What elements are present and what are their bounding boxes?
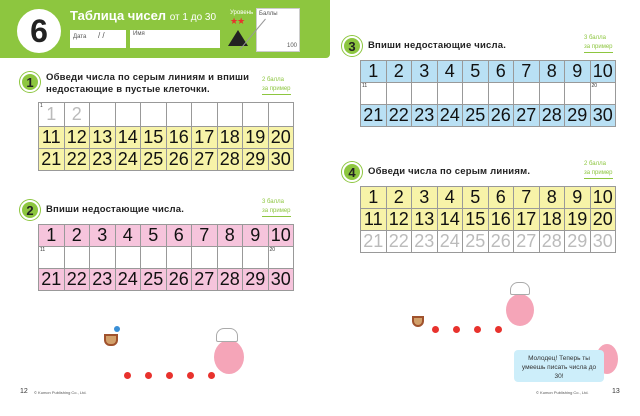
number-cell: 14 [438, 209, 464, 231]
grid-3-row-2 [360, 83, 616, 105]
grid-2-row-2 [38, 247, 294, 269]
number-cell: 29 [243, 269, 269, 291]
title-range: от 1 до 30 [169, 12, 217, 23]
apple-trail-left [124, 372, 215, 379]
points-sub: за пример [584, 169, 613, 179]
write-cell[interactable] [167, 103, 193, 127]
number-cell: 19 [565, 209, 591, 231]
section-3-instruction: Впиши недостающие числа. [368, 40, 507, 51]
trace-digit: 1 [46, 104, 57, 124]
number-cell: 26 [167, 149, 193, 171]
grid-4-row-3 [360, 231, 616, 253]
number-cell: 23 [90, 149, 116, 171]
number-cell: 20 [591, 209, 617, 231]
number-cell: 25 [141, 269, 167, 291]
number-cell: 23 [412, 231, 438, 253]
bird-icon [114, 326, 120, 332]
number-cell: 1 [361, 61, 387, 83]
number-cell: 2 [387, 187, 413, 209]
grid-3-row-3 [360, 105, 616, 127]
level-stars-icon: ★★ [230, 16, 245, 26]
praise-note: Молодец! Теперь ты умеешь писать числа до 30! [514, 350, 604, 382]
number-cell: 21 [361, 231, 387, 253]
number-cell: 17 [514, 209, 540, 231]
number-cell: 22 [387, 231, 413, 253]
write-cell[interactable] [243, 103, 269, 127]
grid-1-row-1 [38, 102, 294, 127]
points-value: 3 балла [262, 199, 284, 205]
number-cell: 5 [141, 225, 167, 247]
number-cell: 12 [387, 209, 413, 231]
copyright-left: © Kumon Publishing Co., Ltd. [34, 390, 87, 395]
apple-icon [187, 372, 194, 379]
number-cell: 18 [218, 127, 244, 149]
number-cell: 24 [116, 149, 142, 171]
number-cell: 18 [540, 209, 566, 231]
apple-icon [145, 372, 152, 379]
number-cell: 27 [192, 149, 218, 171]
number-cell: 6 [167, 225, 193, 247]
points-value: 3 балла [584, 35, 606, 41]
write-cell[interactable] [167, 247, 193, 269]
lesson-number: 6 [14, 6, 64, 56]
page-title [70, 8, 216, 23]
number-cell: 30 [591, 105, 617, 127]
grid-4-row-2 [360, 209, 616, 231]
number-cell: 10 [269, 225, 295, 247]
number-cell: 13 [412, 209, 438, 231]
write-cell[interactable] [269, 247, 295, 269]
basket-right-icon [412, 316, 424, 327]
number-cell: 16 [489, 209, 515, 231]
number-cell: 7 [514, 187, 540, 209]
number-cell: 2 [65, 225, 91, 247]
points-sub: за пример [262, 207, 291, 217]
number-cell: 23 [412, 105, 438, 127]
number-cell: 17 [192, 127, 218, 149]
write-cell[interactable] [141, 103, 167, 127]
write-cell[interactable] [65, 247, 91, 269]
number-cell: 29 [565, 231, 591, 253]
section-1-instruction-line1: Обведи числа по серым линиям и впиши [46, 72, 250, 83]
number-cell: 26 [489, 231, 515, 253]
write-cell[interactable] [39, 103, 65, 127]
number-cell: 8 [540, 187, 566, 209]
number-cell: 28 [218, 269, 244, 291]
trace-digit: 2 [71, 104, 82, 124]
points-sub: за пример [584, 43, 613, 53]
cell-hint-number: 20 [269, 247, 276, 253]
number-cell: 28 [540, 105, 566, 127]
write-cell[interactable] [565, 83, 591, 105]
section-3-points [584, 34, 613, 53]
number-cell: 9 [243, 225, 269, 247]
number-cell: 27 [514, 231, 540, 253]
write-cell[interactable] [489, 83, 515, 105]
number-cell: 11 [39, 127, 65, 149]
number-cell: 29 [565, 105, 591, 127]
name-field[interactable] [130, 30, 220, 48]
apple-icon [495, 326, 502, 333]
write-cell[interactable] [591, 83, 617, 105]
cell-hint-number: 11 [40, 247, 46, 253]
cell-hint-number: 1 [40, 103, 43, 109]
section-2-points [262, 198, 291, 217]
number-cell: 28 [540, 231, 566, 253]
number-cell: 4 [438, 187, 464, 209]
number-cell: 3 [412, 61, 438, 83]
grid-3-row-1 [360, 60, 616, 83]
grid-2 [38, 224, 294, 291]
number-cell: 4 [438, 61, 464, 83]
write-cell[interactable] [39, 247, 65, 269]
grid-2-row-1 [38, 224, 294, 247]
number-cell: 11 [361, 209, 387, 231]
number-cell: 20 [269, 127, 295, 149]
grid-4 [360, 186, 616, 253]
number-cell: 22 [65, 149, 91, 171]
date-value: / / [97, 31, 105, 40]
number-cell: 25 [141, 149, 167, 171]
section-1-points [262, 76, 291, 95]
section-2-badge: 2 [20, 200, 40, 220]
number-cell: 26 [489, 105, 515, 127]
number-cell: 29 [243, 149, 269, 171]
number-cell: 6 [489, 61, 515, 83]
grid-1-row-3 [38, 149, 294, 171]
score-box[interactable] [256, 8, 300, 52]
number-cell: 9 [565, 61, 591, 83]
number-cell: 9 [565, 187, 591, 209]
apple-trail-right [432, 326, 502, 333]
number-cell: 26 [167, 269, 193, 291]
number-cell: 24 [438, 231, 464, 253]
grid-1-row-2 [38, 127, 294, 149]
section-1-instruction-line2: недостающие в пустые клеточки. [46, 84, 210, 95]
write-cell[interactable] [463, 83, 489, 105]
number-cell: 16 [167, 127, 193, 149]
write-cell[interactable] [218, 103, 244, 127]
number-cell: 30 [269, 269, 295, 291]
apple-icon [166, 372, 173, 379]
number-cell: 7 [192, 225, 218, 247]
number-cell: 15 [463, 209, 489, 231]
number-cell: 19 [243, 127, 269, 149]
page-number-left: 12 [20, 388, 28, 395]
apple-icon [474, 326, 481, 333]
write-cell[interactable] [116, 247, 142, 269]
section-4-instruction: Обведи числа по серым линиям. [368, 166, 531, 177]
write-cell[interactable] [269, 103, 295, 127]
write-cell[interactable] [243, 247, 269, 269]
name-label: Имя [133, 31, 145, 37]
date-field[interactable] [70, 30, 126, 48]
number-cell: 27 [192, 269, 218, 291]
write-cell[interactable] [192, 247, 218, 269]
chef-hat-left-icon [216, 328, 238, 342]
number-cell: 24 [116, 269, 142, 291]
number-cell: 27 [514, 105, 540, 127]
grid-2-row-3 [38, 269, 294, 291]
number-cell: 8 [540, 61, 566, 83]
section-2-instruction: Впиши недостающие числа. [46, 204, 185, 215]
points-value: 2 балла [262, 77, 284, 83]
write-cell[interactable] [361, 83, 387, 105]
number-cell: 21 [39, 149, 65, 171]
number-cell: 8 [218, 225, 244, 247]
grid-3 [360, 60, 616, 127]
cell-hint-number: 20 [591, 83, 598, 89]
date-label: Дата [73, 34, 87, 40]
points-sub: за пример [262, 85, 291, 95]
number-cell: 24 [438, 105, 464, 127]
cell-hint-number: 11 [362, 83, 368, 89]
section-4-badge: 4 [342, 162, 362, 182]
write-cell[interactable] [65, 103, 91, 127]
number-cell: 22 [65, 269, 91, 291]
grid-1 [38, 102, 294, 171]
section-4-points [584, 160, 613, 179]
number-cell: 21 [39, 269, 65, 291]
level-label: Уровень [230, 10, 254, 16]
number-cell: 3 [412, 187, 438, 209]
apple-icon [124, 372, 131, 379]
number-cell: 21 [361, 105, 387, 127]
write-cell[interactable] [90, 247, 116, 269]
number-cell: 1 [39, 225, 65, 247]
apple-icon [453, 326, 460, 333]
number-cell: 2 [387, 61, 413, 83]
number-cell: 25 [463, 105, 489, 127]
number-cell: 4 [116, 225, 142, 247]
write-cell[interactable] [218, 247, 244, 269]
number-cell: 13 [90, 127, 116, 149]
grid-4-row-1 [360, 186, 616, 209]
chef-hat-right-icon [510, 282, 530, 295]
number-cell: 22 [387, 105, 413, 127]
score-label: Баллы [259, 11, 278, 17]
number-cell: 14 [116, 127, 142, 149]
section-3-badge: 3 [342, 36, 362, 56]
pig-chef-left-icon [214, 340, 244, 374]
number-cell: 7 [514, 61, 540, 83]
write-cell[interactable] [540, 83, 566, 105]
page-number-right: 13 [612, 388, 620, 395]
number-cell: 30 [269, 149, 295, 171]
basket-icon [104, 334, 118, 346]
number-cell: 1 [361, 187, 387, 209]
number-cell: 12 [65, 127, 91, 149]
number-cell: 28 [218, 149, 244, 171]
apple-icon [208, 372, 215, 379]
copyright-right: © Kumon Publishing Co., Ltd. [536, 390, 589, 395]
pig-chef-right-icon [506, 294, 534, 326]
section-1-badge: 1 [20, 72, 40, 92]
number-cell: 6 [489, 187, 515, 209]
number-cell: 25 [463, 231, 489, 253]
write-cell[interactable] [90, 103, 116, 127]
score-max: 100 [286, 43, 297, 49]
number-cell: 10 [591, 187, 617, 209]
write-cell[interactable] [141, 247, 167, 269]
write-cell[interactable] [116, 103, 142, 127]
number-cell: 5 [463, 187, 489, 209]
write-cell[interactable] [412, 83, 438, 105]
write-cell[interactable] [514, 83, 540, 105]
number-cell: 30 [591, 231, 617, 253]
apple-icon [432, 326, 439, 333]
number-cell: 5 [463, 61, 489, 83]
write-cell[interactable] [192, 103, 218, 127]
number-cell: 3 [90, 225, 116, 247]
points-value: 2 балла [584, 161, 606, 167]
number-cell: 23 [90, 269, 116, 291]
title-main: Таблица чисел [70, 8, 167, 23]
write-cell[interactable] [438, 83, 464, 105]
write-cell[interactable] [387, 83, 413, 105]
number-cell: 10 [591, 61, 617, 83]
number-cell: 15 [141, 127, 167, 149]
